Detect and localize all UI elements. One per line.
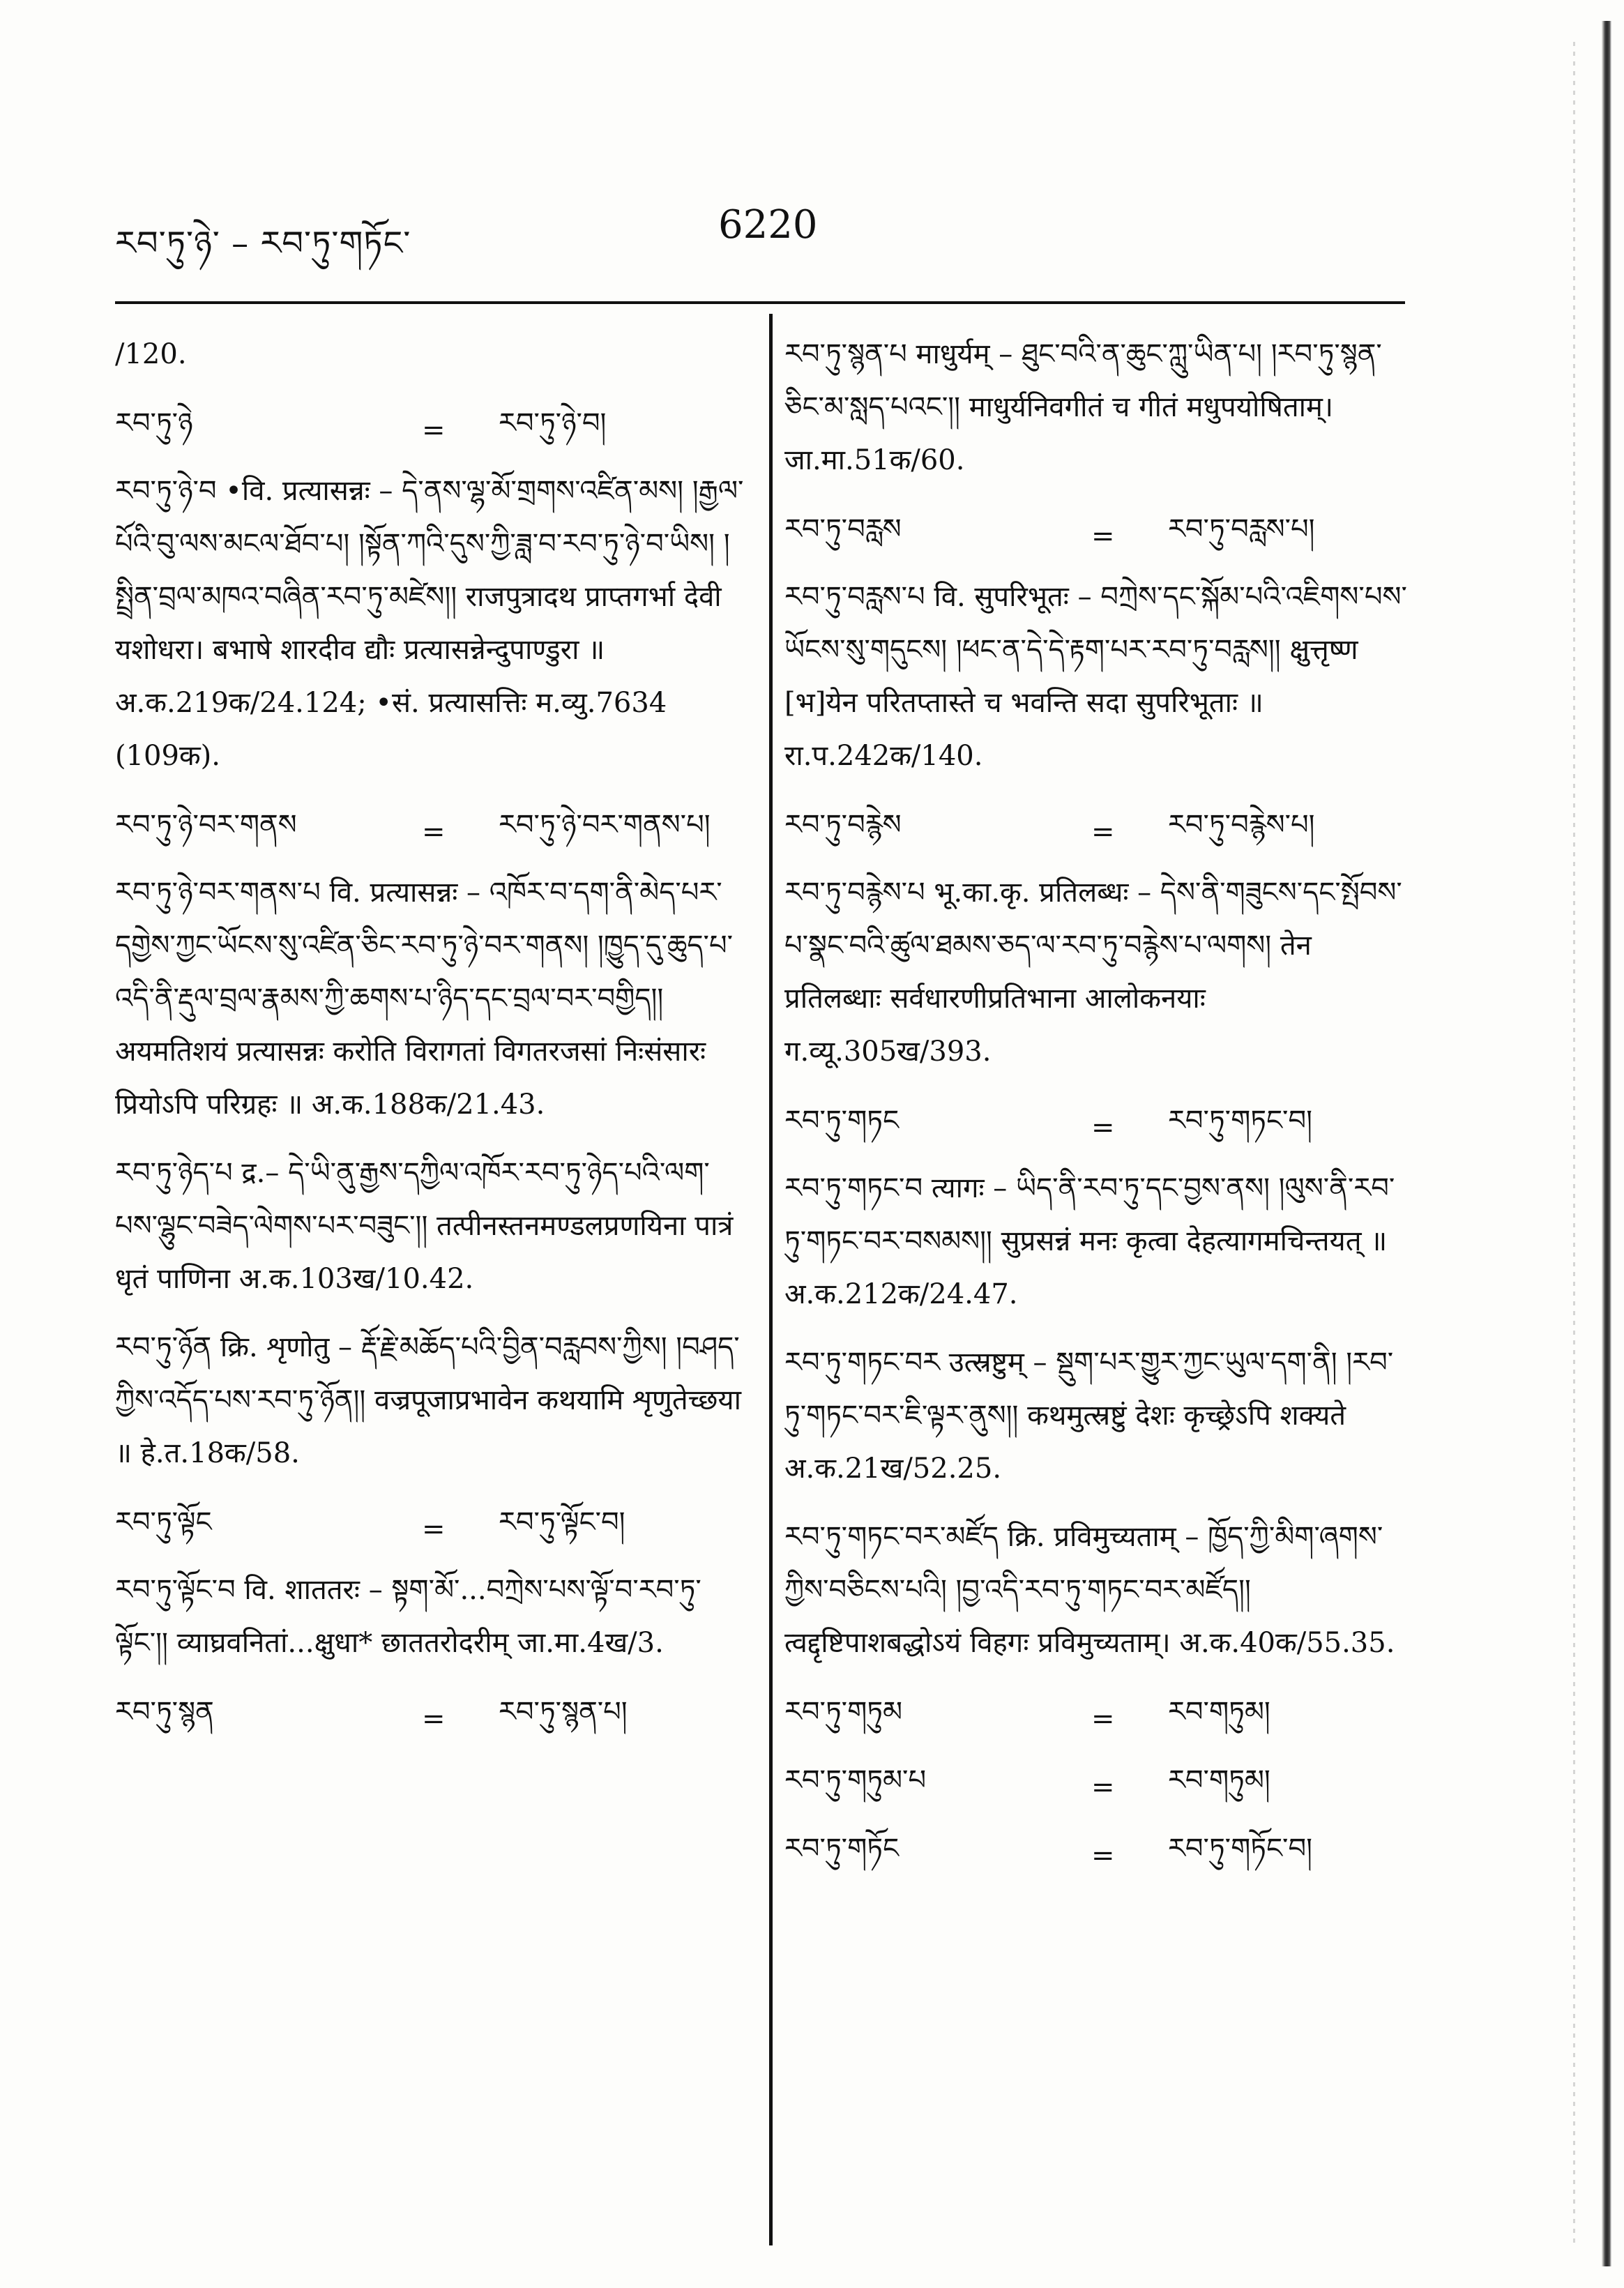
dictionary-entry	[784, 328, 1412, 487]
headword: རབ་ཏུ་བརྙེས	[784, 808, 902, 841]
headword: རབ་ཏུ་བརླས	[784, 513, 902, 545]
dictionary-entry	[784, 570, 1412, 782]
cross-reference-entry	[115, 1495, 746, 1563]
dictionary-entry	[115, 866, 746, 1131]
equals-sign: =	[422, 414, 446, 446]
entry-body: वि. प्रत्यासन्नः – འཁོར་བ་དག་ནི་མེད་པར་དགྱེས་ཀྱང་ཡོངས་སུ་འཛིན་ཅིང་རབ་ཏུ་ཉེ་བར་གནས། །ཁྱུད་དུ་ཆུད་པ་འདི་ནི་རྡུལ་བྲལ་རྣམས་ཀྱི་ཆགས་པ་ཉིད་དང་བྲལ་བར་བགྱིད།། अयमतिशयं प्रत्यासन्नः करोति विरागतां विगतरजसां निःसंसारः प्रियोऽपि परिग्रहः ॥ अ.क.188क/21.43.	[115, 877, 733, 1121]
headword: རབ་ཏུ་གཏུམ་པ	[784, 1764, 927, 1796]
cross-reference-entry	[784, 1753, 1412, 1821]
column-divider	[769, 314, 773, 2245]
equals-sign: =	[1091, 1112, 1115, 1144]
dictionary-entry	[115, 464, 746, 782]
headword: རབ་ཏུ་སྙན	[115, 1695, 214, 1728]
left-entries	[115, 396, 746, 1753]
headword: རབ་ཏུ་གཏུམ	[784, 1695, 903, 1728]
headword: རབ་ཏུ་སྙན་པ	[784, 338, 907, 370]
cross-reference-entry	[784, 798, 1412, 866]
dictionary-entry	[784, 1510, 1412, 1669]
headword: རབ་ཏུ་གཏོང	[784, 1832, 900, 1865]
equals-sign: =	[422, 1513, 446, 1545]
headword: རབ་ཏུ་གཏང་བར་མཛོད	[784, 1521, 999, 1553]
headword: རབ་ཏུ་ལྟོང	[115, 1506, 212, 1538]
reference-target: རབ་ཏུ་ལྟོང་བ།	[499, 1506, 625, 1538]
scan-edge	[1602, 21, 1611, 2266]
reference-target: རབ་གཏུམ།	[1168, 1695, 1270, 1728]
equals-sign: =	[422, 816, 446, 848]
entry-body: त्यागः – ཡིད་ནི་རབ་ཏུ་དང་བྱས་ནས། །ལུས་ནི་རབ་ཏུ་གཏང་བར་བསམས།། सुप्रसन्नं मनः कृत्वा देहत्यागमचिन्तयत् ॥ अ.क.212क/24.47.	[784, 1172, 1395, 1310]
entry-body: •वि. प्रत्यासन्नः – དེ་ནས་ལྷ་མོ་གྲགས་འཛིན་མས། །རྒྱལ་པོའི་བུ་ལས་མངལ་ཐོབ་པ། །སྟོན་ཀའི་དུས་ཀྱི་ཟླ་བ་རབ་ཏུ་ཉེ་བ་ཡིས། །སྤྲིན་བྲལ་མཁའ་བཞིན་རབ་ཏུ་མཛེས།། राजपुत्रादथ प्राप्तगर्भा देवी यशोधरा। बभाषे शारदीव द्यौः प्रत्यासन्नेन्दुपाण्डुरा ॥ अ.क.219क/24.124; •सं. प्रत्यासत्तिः म.व्यु.7634 (109क).	[115, 475, 744, 772]
equals-sign: =	[1091, 816, 1115, 848]
entry-body: क्रि. प्रविमुच्यताम् – ཁྱོད་ཀྱི་མིག་ཞགས་ཀྱིས་བཅིངས་པའི། །བྱ་འདི་རབ་ཏུ་གཏང་བར་མཛོད།། त्वद्दृष्टिपाशबद्धोऽयं विहगः प्रविमुच्यताम्। अ.क.40क/55.35.	[784, 1521, 1395, 1659]
headword: རབ་ཏུ་ཉེ་བར་གནས་པ	[115, 877, 321, 909]
headword: རབ་ཏུ་གཏང་བ	[784, 1172, 923, 1204]
equals-sign: =	[1091, 1771, 1115, 1803]
cross-reference-entry	[115, 396, 746, 464]
headword: རབ་ཏུ་བརླས་པ	[784, 581, 925, 613]
dictionary-entry	[115, 1321, 746, 1480]
entry-body: माधुर्यम् – ཐུང་བའི་ན་ཆུང་ཀླུ་ཡིན་པ། །རབ་ཏུ་སྙན་ཅིང་མ་སླད་པའང་།། माधुर्यनिवगीतं च गीतं मधुपयोषिताम्। जा.मा.51क/60.	[784, 338, 1382, 476]
dictionary-entry	[115, 1146, 746, 1305]
dictionary-entry	[115, 1563, 746, 1669]
reference-target: རབ་ཏུ་གཏང་བ།	[1168, 1104, 1312, 1137]
entry-body: क्रि. शृणोतु – རྡོ་རྗེ་མཆོད་པའི་བྱིན་བརླབས་ཀྱིས། །བཤད་ཀྱིས་འདོད་པས་རབ་ཏུ་ཉོན།། वज्रपूजाप्रभावेन कथयामि शृणुतेच्छया ॥ हे.त.18क/58.	[115, 1331, 741, 1469]
reference-target: རབ་ཏུ་ཉེ་བར་གནས་པ།	[499, 808, 711, 841]
cross-reference-entry	[784, 1685, 1412, 1753]
cross-reference-entry	[115, 1685, 746, 1753]
right-column	[784, 328, 1412, 1890]
headword: རབ་ཏུ་ལྟོང་བ	[115, 1574, 236, 1606]
right-entries	[784, 328, 1412, 1890]
reference-target: རབ་ཏུ་གཏོང་བ།	[1168, 1832, 1312, 1865]
headword: རབ་ཏུ་ཉེད་པ	[115, 1157, 233, 1189]
dictionary-entry	[784, 1162, 1412, 1321]
reference-target: རབ་ཏུ་ཉེ་བ།	[499, 407, 607, 439]
equals-sign: =	[1091, 520, 1115, 552]
cross-reference-entry	[115, 798, 746, 866]
entry-body: वि. सुपरिभूतः – བཀྲེས་དང་སྐོམ་པའི་འཇིགས་པས་ཡོངས་སུ་གདུངས། །ཕང་ན་དེ་དེ་རྟག་པར་རབ་ཏུ་བརླས།། क्षुत्तृष्ण [भ]येन परितप्तास्ते च भवन्ति सदा सुपरिभूताः ॥ रा.प.242क/140.	[784, 581, 1407, 772]
entry-body: भू.का.कृ. प्रतिलब्धः – དེས་ནི་གཟུངས་དང་སྤོབས་པ་སྣང་བའི་ཚུལ་ཐམས་ཅད་ལ་རབ་ཏུ་བརྙེས་པ་ལགས། तेन प्रतिलब्धाः सर्वधारणीप्रतिभाना आलोकनयाः ग.व्यू.305ख/393.	[784, 877, 1402, 1068]
headword: རབ་ཏུ་ཉེ་བར་གནས	[115, 808, 297, 841]
cross-reference-entry	[784, 502, 1412, 570]
headword: རབ་ཏུ་ཉེ	[115, 407, 193, 439]
headword: རབ་ཏུ་ཉེ་བ	[115, 475, 217, 507]
cross-reference-entry	[784, 1093, 1412, 1162]
guide-words: རབ་ཏུ་ཉེ་ – རབ་ཏུ་གཏོང་	[115, 224, 411, 263]
reference-target: རབ་གཏུམ།	[1168, 1764, 1270, 1796]
entry-body: उत्स्रष्टुम् – སྡུག་པར་གྱུར་ཀྱང་ཡུལ་དག་ནི། །རབ་ཏུ་གཏང་བར་ཇི་ལྟར་ནུས།། कथमुत्स्रष्टुं देशः कृच्छ्रेऽपि शक्यते अ.क.21ख/52.25.	[784, 1347, 1394, 1485]
dictionary-entry	[784, 1336, 1412, 1495]
scan-edge-dots	[1573, 42, 1575, 2245]
dictionary-entry	[784, 866, 1412, 1078]
page-number: 6220	[718, 202, 818, 248]
header-rule	[115, 301, 1405, 304]
reference-target: རབ་ཏུ་བརླས་པ།	[1168, 513, 1315, 545]
continuation-text: /120.	[115, 338, 187, 370]
headword: རབ་ཏུ་གཏང	[784, 1104, 900, 1137]
equals-sign: =	[422, 1703, 446, 1735]
entry-body: वि. शाततरः – སྟག་མོ་...བཀྲེས་པས་ལྟོ་བ་རབ་ཏུ་ལྟོང་།། व्याघ्रवनितां...क्षुधा* छाततरोदरीम् जा.मा.4ख/3.	[115, 1574, 701, 1659]
reference-target: རབ་ཏུ་བརྙེས་པ།	[1168, 808, 1315, 841]
entry-body: द्र.– དེ་ཡི་ནུ་རྒྱས་དཀྱིལ་འཁོར་རབ་ཏུ་ཉེད་པའི་ལག་པས་ལྷུང་བཟེད་ལེགས་པར་བཟུང་།། तत्पीनस्तनमण्डलप्रणयिना पात्रं धृतं पाणिना अ.क.103ख/10.42.	[115, 1157, 734, 1295]
headword: རབ་ཏུ་གཏང་བར	[784, 1347, 940, 1379]
equals-sign: =	[1091, 1703, 1115, 1735]
headword: རབ་ཏུ་ཉོན	[115, 1331, 212, 1363]
reference-target: རབ་ཏུ་སྙན་པ།	[499, 1695, 628, 1728]
equals-sign: =	[1091, 1840, 1115, 1872]
left-column	[115, 328, 746, 1753]
cross-reference-entry	[784, 1821, 1412, 1890]
headword: རབ་ཏུ་བརྙེས་པ	[784, 877, 925, 909]
